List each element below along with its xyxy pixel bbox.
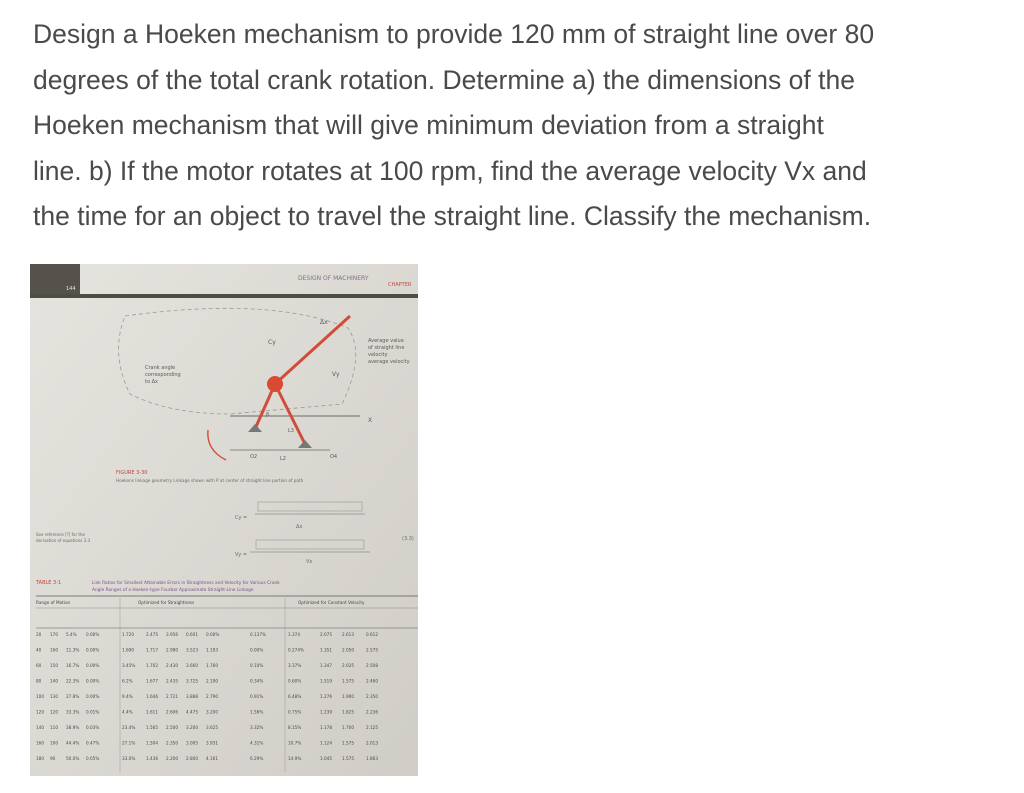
textbook-page-svg xyxy=(30,264,418,776)
table-cell: 10.7% xyxy=(288,740,302,746)
table-cell: 2.500 xyxy=(166,725,178,730)
table-cell: 0.01% xyxy=(86,709,100,715)
table-cell: 2.350 xyxy=(366,694,378,699)
page-shadow-corner xyxy=(30,264,80,298)
table-cell: 1.565 xyxy=(146,725,158,730)
table-cell: 120 xyxy=(50,709,58,715)
o2-label: O2 xyxy=(250,454,258,460)
problem-line-2: degrees of the total crank rotation. Determine a) the dimensions of the xyxy=(33,64,855,95)
chapter-label: CHAPTER xyxy=(388,282,412,288)
table-cell: 2.475 xyxy=(146,632,158,637)
table-cell: 2.790 xyxy=(206,694,218,699)
table-cell: 140 xyxy=(50,678,58,684)
table-cell: 1.717 xyxy=(146,647,158,653)
page-number: 144 xyxy=(66,286,76,292)
vy-label: Vy xyxy=(332,371,340,378)
delta-x-label: Δx xyxy=(320,319,328,326)
table-cell: 1.045 xyxy=(320,756,332,761)
table-cell: 27.1% xyxy=(122,740,136,746)
table-cell: 3.625 xyxy=(206,725,218,730)
table-cell: 3.888 xyxy=(186,694,198,699)
table-cell: 80 xyxy=(36,678,42,684)
table-cell: 1.374 xyxy=(288,632,300,637)
table-cell: 2.980 xyxy=(166,647,178,653)
table-cell: 0.00% xyxy=(206,632,220,637)
table-cell: 1.504 xyxy=(146,740,158,746)
table-cell: 2.050 xyxy=(342,647,354,653)
table-cell: 1.575 xyxy=(342,756,354,761)
table-cell: 2.013 xyxy=(366,740,378,746)
table-cell: 0.00% xyxy=(86,694,100,699)
table-cell: 3.956 xyxy=(166,632,178,637)
table-cell: 0.137% xyxy=(250,632,266,637)
table-cell: 5.4% xyxy=(66,632,77,637)
table-cell: 1.351 xyxy=(320,647,332,653)
table-cell: 100 xyxy=(50,740,58,746)
svg-text:Vx: Vx xyxy=(306,559,313,565)
table-cell: 3.523 xyxy=(186,647,198,653)
table-cell: 100 xyxy=(36,694,44,699)
pin-joint xyxy=(267,376,283,392)
table-cell: 180 xyxy=(36,756,44,761)
problem-line-5: the time for an object to travel the straight line. Classify the mechanism. xyxy=(33,201,872,231)
table-cell: 4.4% xyxy=(122,709,133,715)
table-cell: 0.601 xyxy=(186,632,198,637)
table-title: TABLE 3-1 xyxy=(36,580,62,586)
table-cell: 38.9% xyxy=(66,725,80,730)
table-cell: 1.178 xyxy=(320,725,332,730)
link2-label: L2 xyxy=(280,456,286,462)
table-cell: 50.0% xyxy=(66,756,80,761)
table-cell: 3.45% xyxy=(122,663,136,668)
table-cell: 1.720 xyxy=(122,632,134,637)
table-cell: 0.00% xyxy=(86,663,100,668)
table-caption: Link Ratios for Smallest Attainable Errors in Straightness and Velocity for Various Crank xyxy=(92,581,280,586)
table-cell: 0.00% xyxy=(86,678,100,684)
table-cell: 6.48% xyxy=(288,694,302,699)
table-cell: 1.700 xyxy=(342,725,354,730)
table-cell: 1.760 xyxy=(206,663,218,668)
svg-text:Δx: Δx xyxy=(296,524,303,530)
table-cell: 2.575 xyxy=(366,647,378,653)
table-cell: 0.60% xyxy=(288,678,302,684)
annotation-right: Average value xyxy=(368,338,404,344)
table-cell: 1.575 xyxy=(342,740,354,746)
table-cell: 27.8% xyxy=(66,694,80,699)
table-cell: 120 xyxy=(36,709,44,715)
crank-angle-label: Crank angle xyxy=(145,365,176,371)
table-cell: 3.005 xyxy=(186,740,198,746)
svg-text:Cy =: Cy = xyxy=(235,515,248,521)
figure-caption: Hoekens linkage geometry Linkage shown with P at center of straight line portion of path xyxy=(116,478,304,483)
table-cell: 23.4% xyxy=(122,725,136,730)
table-cell: 20 xyxy=(36,632,42,637)
table-cell: 0.75% xyxy=(288,709,302,715)
table-cell: 130 xyxy=(50,694,58,699)
problem-line-1: Design a Hoeken mechanism to provide 120 mm of straight line over 80 xyxy=(33,19,875,49)
svg-text:corresponding: corresponding xyxy=(145,372,181,378)
table-cell: 40 xyxy=(36,647,42,653)
table-cell: 44.4% xyxy=(66,740,80,746)
table-cell: 1.863 xyxy=(366,756,378,761)
svg-text:to Δx: to Δx xyxy=(145,379,158,385)
col-straightness-header: Optimized for Straightness xyxy=(138,600,195,605)
svg-text:derivation of equations 3.3: derivation of equations 3.3 xyxy=(36,538,90,543)
table-cell: 2.721 xyxy=(166,694,178,699)
table-cell: 2.800 xyxy=(186,756,198,761)
left-note: See reference [?] for the xyxy=(36,532,85,537)
cy-label: Cy xyxy=(268,339,276,346)
table-cell: 1.611 xyxy=(146,709,158,715)
table-cell: 1.276 xyxy=(320,694,332,699)
beta-label: β xyxy=(266,412,270,418)
table-cell: 2.200 xyxy=(166,756,178,761)
table-cell: 3.200 xyxy=(206,709,218,715)
table-cell: 11.3% xyxy=(66,647,80,653)
table-cell: 14.9% xyxy=(288,756,302,761)
col-velocity-header: Optimized for Constant Velocity xyxy=(298,600,365,605)
table-cell: 8.15% xyxy=(288,725,302,730)
table-cell: 2.190 xyxy=(206,678,218,684)
x-axis-label: X xyxy=(368,417,373,424)
table-cell: 1.825 xyxy=(342,709,354,715)
table-cell: 2.606 xyxy=(166,709,178,715)
table-cell: 1.702 xyxy=(146,663,158,668)
link3-label: L3 xyxy=(288,428,294,434)
figure-label: FIGURE 3-30 xyxy=(116,470,148,476)
table-cell: 2.125 xyxy=(366,725,378,730)
table-cell: 3.200 xyxy=(186,725,198,730)
table-cell: 0.612 xyxy=(366,632,378,637)
table-cell: 1.124 xyxy=(320,740,332,746)
table-cell: 0.10% xyxy=(250,663,264,668)
table-cell: 3.660 xyxy=(186,663,198,668)
table-cell: 1.519 xyxy=(320,678,332,684)
table-cell: 0.91% xyxy=(250,694,264,699)
equation-number: (3.3) xyxy=(402,536,414,542)
table-cell: 1.690 xyxy=(122,647,134,653)
problem-statement xyxy=(33,12,1008,240)
problem-line-3: Hoeken mechanism that will give minimum deviation from a straight xyxy=(33,110,824,140)
table-cell: 4.475 xyxy=(186,709,198,715)
table-cell: 1.575 xyxy=(342,678,354,684)
table-cell: 1.900 xyxy=(342,694,354,699)
table-cell: 33.0% xyxy=(122,756,136,761)
table-cell: 2.508 xyxy=(366,663,378,668)
table-cell: 6.2% xyxy=(122,678,133,684)
table-cell: 0.05% xyxy=(86,756,100,761)
table-cell: 2.613 xyxy=(342,632,354,637)
table-cell: 3.725 xyxy=(186,678,198,684)
col-range-header: Range of Motion xyxy=(36,600,71,605)
table-cell: 6.29% xyxy=(250,756,264,761)
svg-text:Angle Ranges of a Hoeken-type: Angle Ranges of a Hoeken-type Fourbar Approximate Straight-Line Linkage xyxy=(92,588,254,593)
page-header: DESIGN OF MACHINERY xyxy=(298,275,369,282)
table-cell: 2.350 xyxy=(166,740,178,746)
table-cell: 170 xyxy=(50,632,58,637)
table-cell: 3.37% xyxy=(288,663,302,668)
table-cell: 2.430 xyxy=(166,663,178,668)
table-cell: 60 xyxy=(36,663,42,668)
svg-text:of straight line: of straight line xyxy=(368,345,405,351)
table-cell: 150 xyxy=(50,663,58,668)
table-cell: 2.236 xyxy=(366,709,378,715)
table-cell: 0.47% xyxy=(86,740,100,746)
table-cell: 1.193 xyxy=(206,647,218,653)
table-cell: 0.274% xyxy=(288,647,304,653)
table-cell: 0.00% xyxy=(86,632,100,637)
table-cell: 1.436 xyxy=(146,756,158,761)
table-cell: 0.00% xyxy=(250,647,264,653)
table-cell: 2.460 xyxy=(366,678,378,684)
svg-text:Vy =: Vy = xyxy=(235,552,248,558)
table-cell: 16.7% xyxy=(66,663,80,668)
table-cell: 1.677 xyxy=(146,678,158,684)
table-cell: 160 xyxy=(36,740,44,746)
table-cell: 3.931 xyxy=(206,740,218,746)
table-cell: 33.3% xyxy=(66,709,80,715)
table-cell: 4.161 xyxy=(206,756,218,761)
table-cell: 2.435 xyxy=(166,678,178,684)
table-cell: 140 xyxy=(36,725,44,730)
table-cell: 90 xyxy=(50,756,56,761)
table-cell: 4.31% xyxy=(250,740,264,746)
svg-text:velocity: velocity xyxy=(368,352,388,358)
table-cell: 1.239 xyxy=(320,709,332,715)
table-cell: 1.56% xyxy=(250,709,264,715)
svg-text:average velocity: average velocity xyxy=(368,359,410,365)
table-cell: 22.3% xyxy=(66,678,80,684)
table-cell: 0.03% xyxy=(86,725,100,730)
table-cell: 3.32% xyxy=(250,725,264,730)
table-cell: 0.34% xyxy=(250,678,264,684)
table-cell: 0.00% xyxy=(86,647,100,653)
table-cell: 160 xyxy=(50,647,58,653)
table-cell: 110 xyxy=(50,725,58,730)
o4-label: O4 xyxy=(330,454,338,460)
table-cell: 1.646 xyxy=(146,694,158,699)
table-cell: 1.347 xyxy=(320,663,332,668)
problem-line-4: line. b) If the motor rotates at 100 rpm, find the average velocity Vx and xyxy=(33,155,867,186)
table-cell: 9.4% xyxy=(122,694,133,699)
table-cell: 2.075 xyxy=(320,632,332,637)
textbook-page-photo xyxy=(30,264,418,776)
table-cell: 2.025 xyxy=(342,663,354,668)
